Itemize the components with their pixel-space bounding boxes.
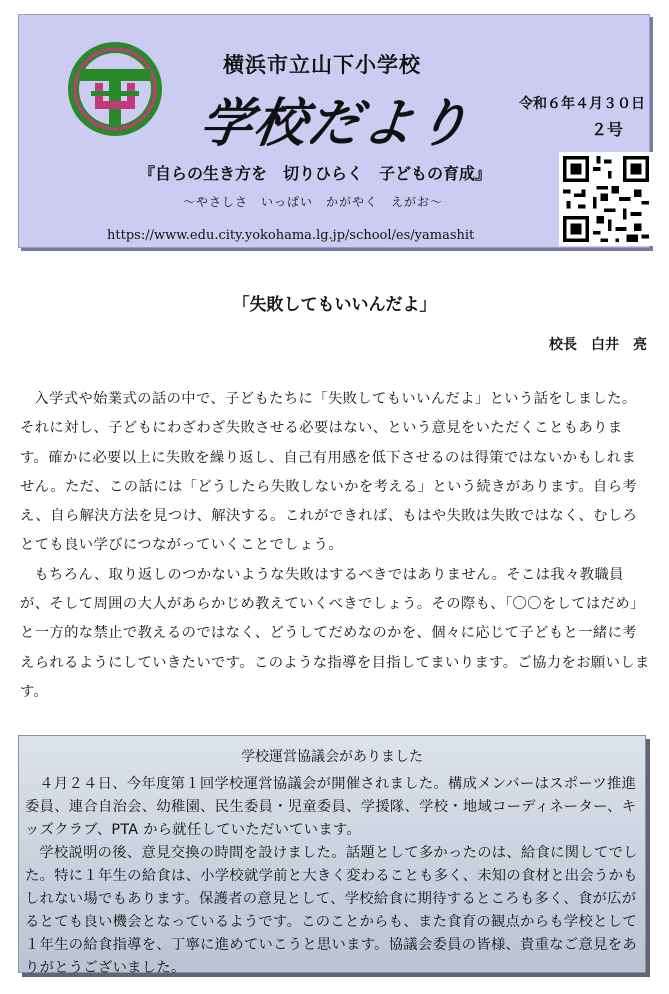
qr-code-icon[interactable] (559, 152, 653, 246)
article-body (20, 385, 650, 707)
school-name: 横浜市立山下小学校 (223, 53, 421, 77)
issue-date: 令和６年４月３０日 (519, 96, 645, 112)
article-paragraph: 入学式や始業式の話の中で、子どもたちに「失敗してもいいんだよ」という話をしました。それに対し、子どもにわざわざ失敗させる必要はない、という意見をいただくこともあります。確かに必要以上に失敗を繰り返し、自己有用感を低下させるのは得策ではないかもしれません。ただ、この話には「どうしたら失敗しないかを考える」という続きがあります。自ら考え、自ら解決方法を見つけ、解決する。これができれば、もはや失敗は失敗ではなく、むしろとても良い学びにつながっていくことでしょう。 (20, 391, 638, 554)
article-title: 「失敗してもいいんだよ」 (232, 295, 437, 315)
school-url-link[interactable]: https://www.edu.city.yokohama.lg.jp/school/es/yamashit (107, 228, 475, 243)
school-motto: 『自らの生き方を 切りひらく 子どもの育成』 (139, 164, 492, 183)
notice-paragraph: ４月２４日、今年度第１回学校運営協議会が開催されました。構成メンバーはスポーツ推進委員、連合自治会、幼稚園、民生委員・児童委員、学援隊、学校・地域コーディネーター、キッズクラブ、PTA から就任していただいています。 (25, 776, 637, 838)
notice-title: 学校運営協議会がありました (241, 749, 423, 765)
school-emblem-icon (65, 39, 165, 139)
article-paragraph: もちろん、取り返しのつかないような失敗はするべきではありません。そこは我々教職員が、そして周囲の大人があらかじめ教えていくべきでしょう。その際も、「〇〇をしてはだめ」と一方的な禁止で教えるのではなく、どうしてだめなのかを、個々に応じて子どもと一緒に考えられるようにしていきたいです。このような指導を目指してまいります。ご協力をお願いします。 (20, 566, 650, 700)
issue-number: ２号 (591, 120, 624, 139)
notice-box (18, 735, 646, 976)
newsletter-header (18, 14, 650, 248)
article-author: 校長 白井 亮 (549, 337, 647, 353)
notice-body (25, 773, 639, 980)
newsletter-title: 学校だより (196, 94, 475, 154)
notice-paragraph: 学校説明の後、意見交換の時間を設けました。話題として多かったのは、給食に関してでした。特に１年生の給食は、小学校就学前と大きく変わることも多く、未知の食材と出会うかもしれない場でもあります。保護者の意見として、学校給食に期待するところも多く、食が広がるとても良い機会となっているようです。このことからも、また食育の観点からも学校として１年生の給食指導を、丁寧に進めていこうと思います。協議会委員の皆様、貴重なご意見をありがとうございました。 (25, 845, 638, 976)
school-slogan: ～やさしさ いっぱい かがやく えがお～ (183, 195, 444, 209)
